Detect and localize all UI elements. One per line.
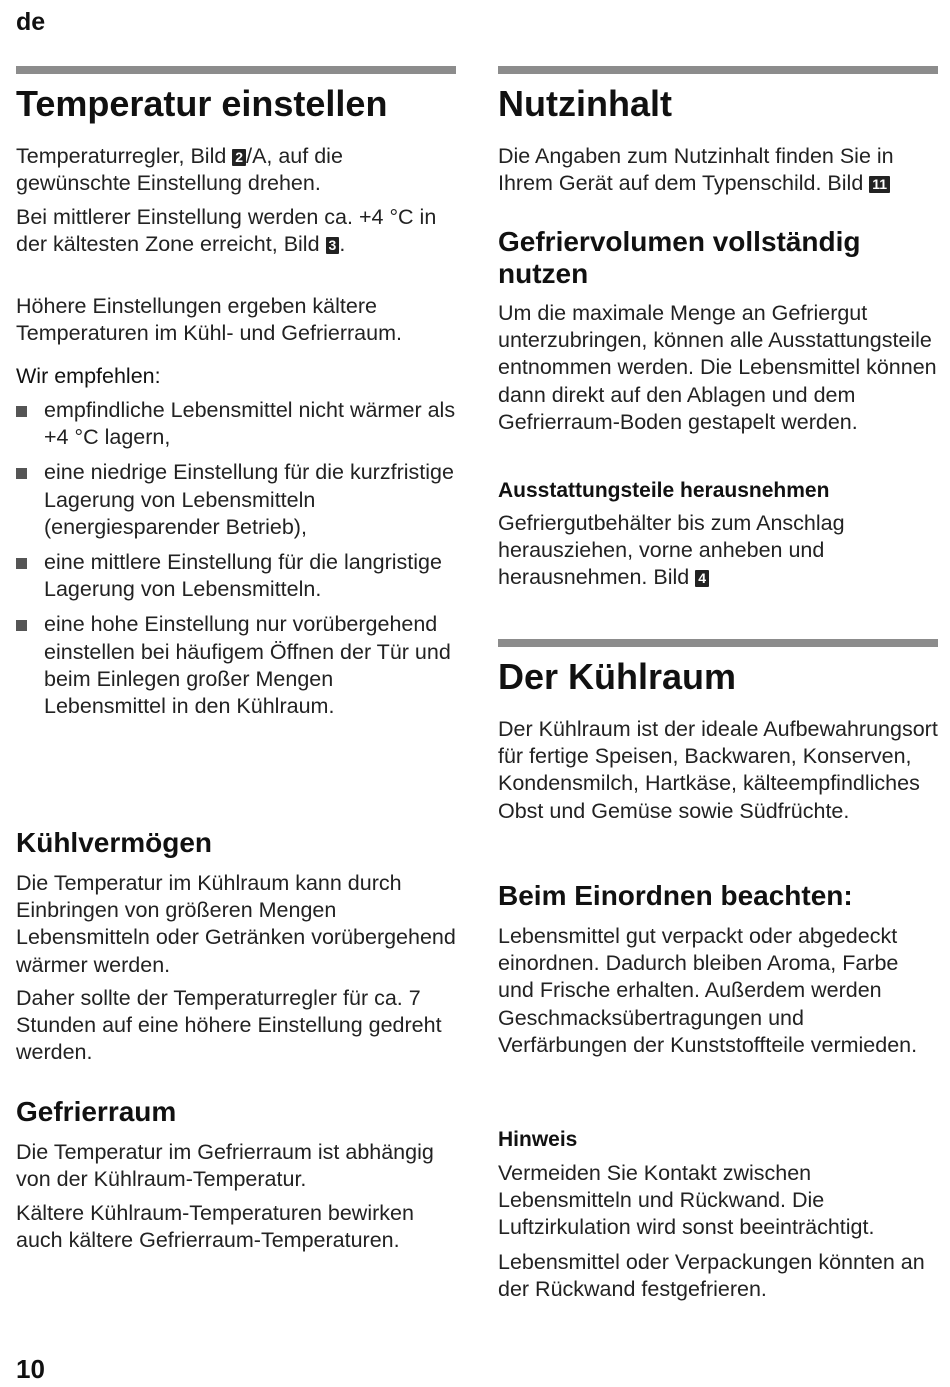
- figure-badge: 3: [326, 237, 340, 254]
- hinweis-paragraph-1: Vermeiden Sie Kontakt zwischen Lebensmitteln und Rückwand. Die Luftzirkulation wird sonst beeinträchtigt.: [498, 1161, 875, 1240]
- bullet-icon: [16, 620, 27, 631]
- kuehlraum-paragraph: Der Kühlraum ist der ideale Aufbewahrungsort für fertige Speisen, Backwaren, Konserven, Kondensmilch, Hartkäse, kälteempfindliches Obst und Gemüse sowie Südfrüchte.: [498, 717, 938, 823]
- ausstatt-paragraph: [498, 510, 938, 592]
- section-rule: [498, 639, 938, 647]
- section-title-temperatur: Temperatur einstellen: [16, 83, 388, 124]
- recommend-label: Wir empfehlen:: [16, 364, 161, 388]
- figure-badge: 2: [232, 149, 246, 166]
- list-item: [16, 549, 456, 603]
- gefrier-paragraph-1: Die Temperatur im Gefrierraum ist abhängig von der Kühlraum-Temperatur.: [16, 1140, 434, 1192]
- einordnen-paragraph: Lebensmittel gut verpackt oder abgedeckt einordnen. Dadurch bleiben Aroma, Farbe und Frische erhalten. Außerdem werden Geschmacksübertragungen und Verfärbungen der Kunststoffteile vermieden.: [498, 924, 918, 1057]
- heading-gefriervolumen: Gefriervolumen vollständig nutzen: [498, 226, 861, 289]
- intro-paragraph-2: [16, 204, 456, 258]
- list-item: [16, 459, 456, 541]
- list-item: [16, 397, 456, 451]
- kuehl-paragraph-1: Die Temperatur im Kühlraum kann durch Einbringen von größeren Mengen Lebensmitteln oder Getränken vorübergehend wärmer werden.: [16, 871, 456, 977]
- heading-ausstattungsteile: Ausstattungsteile herausnehmen: [498, 479, 830, 502]
- intro-text: .: [339, 232, 346, 257]
- bullet-icon: [16, 468, 27, 479]
- figure-badge: 4: [695, 570, 709, 587]
- page-number: 10: [16, 1354, 45, 1384]
- ausstatt-text: Gefriergutbehälter bis zum Anschlag herausziehen, vorne anheben und herausnehmen. Bild: [498, 511, 845, 590]
- figure-badge: 11: [869, 176, 890, 193]
- list-item: [16, 611, 456, 720]
- heading-hinweis: Hinweis: [498, 1128, 578, 1151]
- list-item-text: eine niedrige Einstellung für die kurzfristige Lagerung von Lebensmitteln (energiesparender Betrieb),: [44, 460, 454, 539]
- list-item-text: eine mittlere Einstellung für die langristige Lagerung von Lebensmitteln.: [44, 550, 442, 602]
- heading-einordnen: Beim Einordnen beachten:: [498, 880, 853, 911]
- intro-text: /A, auf die gewünschte Einstellung drehen.: [16, 144, 343, 196]
- section-title-nutzinhalt: Nutzinhalt: [498, 83, 672, 124]
- intro-paragraph-1: [16, 143, 456, 197]
- bullet-icon: [16, 406, 27, 417]
- recommend-list: [16, 397, 456, 728]
- gefriervol-paragraph: Um die maximale Menge an Gefriergut unterzubringen, können alle Ausstattungsteile entnommen werden. Die Lebensmittel können dann direkt auf den Ablagen und dem Gefrierraum-Boden gestapelt werden.: [498, 301, 937, 434]
- intro-text: Bei mittlerer Einstellung werden ca. +4 °C in der kältesten Zone erreicht, Bild: [16, 205, 437, 257]
- heading-gefrierraum: Gefrierraum: [16, 1096, 177, 1127]
- heading-kuehlvermoegen: Kühlvermögen: [16, 827, 213, 858]
- section-rule: [16, 66, 456, 74]
- nutz-text: Die Angaben zum Nutzinhalt finden Sie in Ihrem Gerät auf dem Typenschild. Bild: [498, 144, 894, 196]
- kuehl-paragraph-2: Daher sollte der Temperaturregler für ca. 7 Stunden auf eine höhere Einstellung gedreht werden.: [16, 986, 442, 1065]
- section-rule: [498, 66, 938, 74]
- intro-text: Temperaturregler, Bild: [16, 144, 233, 168]
- nutz-paragraph: [498, 143, 938, 197]
- list-item-text: eine hohe Einstellung nur vorübergehend einstellen bei häufigem Öffnen der Tür und beim Einlegen großer Mengen Lebensmittel in den Kühlraum.: [44, 612, 451, 719]
- list-item-text: empfindliche Lebensmittel nicht wärmer als +4 °C lagern,: [44, 398, 456, 450]
- language-code: de: [16, 8, 46, 36]
- hinweis-paragraph-2: Lebensmittel oder Verpackungen könnten an der Rückwand festgefrieren.: [498, 1250, 925, 1302]
- intro-text: Höhere Einstellungen ergeben kältere Temperaturen im Kühl- und Gefrierraum.: [16, 294, 402, 346]
- bullet-icon: [16, 558, 27, 569]
- section-title-kuehlraum: Der Kühlraum: [498, 656, 737, 697]
- gefrier-paragraph-2: Kältere Kühlraum-Temperaturen bewirken auch kältere Gefrierraum-Temperaturen.: [16, 1201, 414, 1253]
- intro-paragraph-3: [16, 293, 456, 347]
